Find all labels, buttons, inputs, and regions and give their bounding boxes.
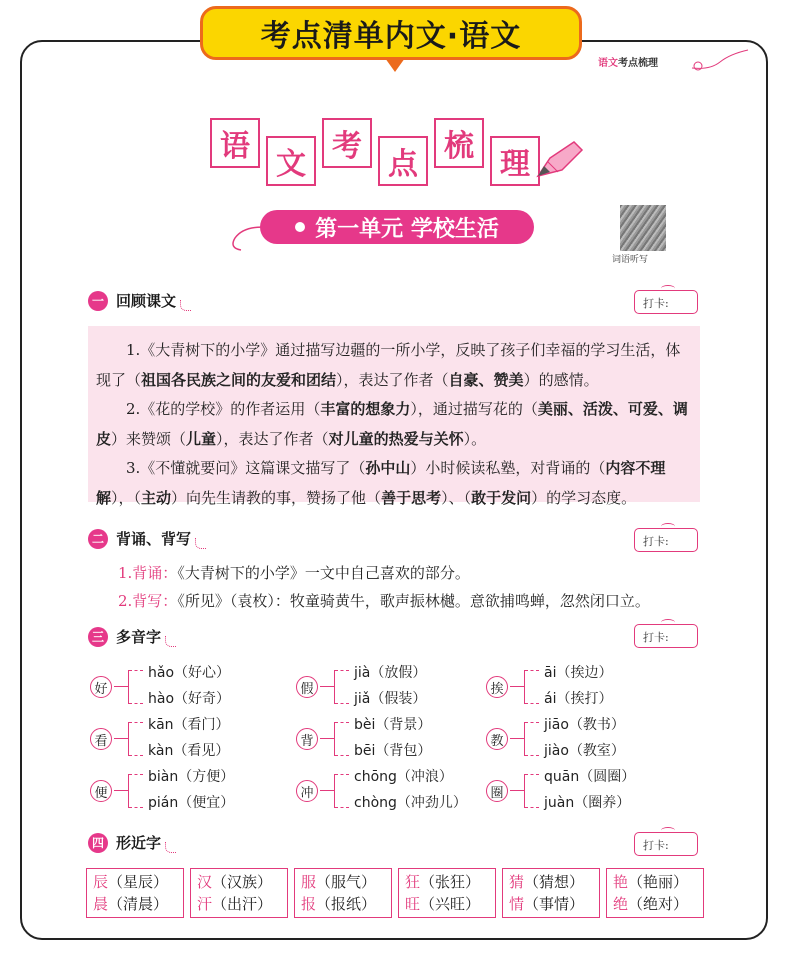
title-char: 点 bbox=[378, 136, 428, 186]
polyphone-reading: pián（便宜） bbox=[148, 795, 235, 811]
section-header-similar bbox=[88, 832, 176, 853]
section-number: 三 bbox=[88, 627, 108, 647]
polyphone-char: 好 bbox=[90, 676, 112, 698]
checkin-box[interactable]: 打卡: bbox=[634, 290, 698, 314]
corner-tag bbox=[598, 54, 658, 69]
polyphone-item bbox=[296, 766, 466, 820]
title-char: 梳 bbox=[434, 118, 484, 168]
qr-code-icon[interactable] bbox=[620, 205, 666, 251]
section-tail-icon bbox=[195, 538, 206, 549]
review-paragraph: 3.《不懂就要问》这篇课文描写了（孙中山）小时候读私塾，对背诵的（内容不理解），（主动）向先生请教的事，赞扬了他（善于思考）、（敢于发问）的学习态度。 bbox=[96, 459, 666, 507]
review-text-box bbox=[88, 326, 700, 507]
unit-title: 第一单元 学校生活 bbox=[315, 216, 499, 242]
polyphone-item bbox=[486, 714, 656, 768]
polyphone-reading: jià（放假） bbox=[354, 665, 427, 681]
corner-tag-rest: 考点梳理 bbox=[618, 58, 658, 69]
title-char: 考 bbox=[322, 118, 372, 168]
polyphone-item bbox=[486, 766, 656, 820]
banner-arrow bbox=[385, 58, 405, 72]
polyphone-reading: āi（挨边） bbox=[544, 665, 613, 681]
page-banner: 考点清单内文·语文 bbox=[200, 6, 582, 60]
title-char: 语 bbox=[210, 118, 260, 168]
polyphone-char: 便 bbox=[90, 780, 112, 802]
polyphone-char: 背 bbox=[296, 728, 318, 750]
polyphone-reading: kàn（看见） bbox=[148, 743, 230, 759]
polyphone-reading: kān（看门） bbox=[148, 717, 230, 733]
corner-tag-highlight: 语文 bbox=[598, 58, 618, 69]
section-header-polyphones bbox=[88, 626, 176, 647]
polyphone-char: 圈 bbox=[486, 780, 508, 802]
corner-swirl-icon bbox=[690, 48, 750, 72]
similar-char-cell: 狂（张狂） 旺（兴旺） bbox=[398, 868, 496, 918]
polyphone-reading: bēi（背包） bbox=[354, 743, 432, 759]
similar-char-cell: 辰（星辰） 晨（清晨） bbox=[86, 868, 184, 918]
unit-dot-icon bbox=[295, 222, 305, 232]
recite-item bbox=[118, 562, 470, 583]
polyphone-reading: jiào（教室） bbox=[544, 743, 625, 759]
section-tail-icon bbox=[165, 636, 176, 647]
section-number: 二 bbox=[88, 529, 108, 549]
title-char: 文 bbox=[266, 136, 316, 186]
polyphone-char: 看 bbox=[90, 728, 112, 750]
polyphone-reading: ái（挨打） bbox=[544, 691, 613, 707]
polyphone-char: 挨 bbox=[486, 676, 508, 698]
qr-label: 词语听写 bbox=[612, 255, 649, 265]
polyphone-char: 假 bbox=[296, 676, 318, 698]
polyphone-reading: chòng（冲劲儿） bbox=[354, 795, 467, 811]
pencil-icon bbox=[528, 136, 588, 182]
recite-label: 2.背写： bbox=[118, 592, 178, 610]
section-number: 一 bbox=[88, 291, 108, 311]
unit-title-bar bbox=[260, 210, 534, 244]
polyphone-reading: biàn（方便） bbox=[148, 769, 235, 785]
polyphone-reading: jiāo（教书） bbox=[544, 717, 625, 733]
polyphone-char: 冲 bbox=[296, 780, 318, 802]
similar-char-cell: 汉（汉族） 汗（出汗） bbox=[190, 868, 288, 918]
polyphone-item bbox=[90, 714, 260, 768]
checkin-box[interactable]: 打卡: bbox=[634, 624, 698, 648]
title-char: 理 bbox=[490, 136, 540, 186]
similar-char-cell: 猜（猜想） 情（事情） bbox=[502, 868, 600, 918]
recite-text: 《大青树下的小学》一文中自己喜欢的部分。 bbox=[177, 564, 470, 582]
recite-text: 《所见》（袁枚）：牧童骑黄牛，歌声振林樾。意欲捕鸣蝉，忽然闭口立。 bbox=[177, 592, 650, 610]
section-number: 四 bbox=[88, 833, 108, 853]
recite-label: 1.背诵： bbox=[118, 564, 178, 582]
review-paragraph: 1.《大青树下的小学》通过描写边疆的一所小学，反映了孩子们幸福的学习生活，体现了（祖国各民族之间的友爱和团结），表达了作者（自豪、赞美）的感情。 bbox=[96, 341, 681, 389]
section-header-review bbox=[88, 290, 191, 311]
polyphone-reading: hǎo（好心） bbox=[148, 665, 231, 681]
section-title: 形近字 bbox=[116, 834, 162, 852]
polyphone-item bbox=[486, 662, 656, 716]
polyphone-char: 教 bbox=[486, 728, 508, 750]
recite-item bbox=[118, 590, 650, 611]
section-title: 回顾课文 bbox=[116, 292, 177, 310]
checkin-box[interactable]: 打卡: bbox=[634, 832, 698, 856]
page-title bbox=[210, 122, 540, 186]
similar-char-grid bbox=[86, 868, 704, 918]
section-title: 多音字 bbox=[116, 628, 162, 646]
polyphone-item bbox=[296, 662, 466, 716]
checkin-box[interactable]: 打卡: bbox=[634, 528, 698, 552]
similar-char-cell: 艳（艳丽） 绝（绝对） bbox=[606, 868, 704, 918]
polyphone-reading: hào（好奇） bbox=[148, 691, 231, 707]
polyphone-reading: juàn（圈养） bbox=[544, 795, 631, 811]
polyphone-reading: quān（圆圈） bbox=[544, 769, 636, 785]
section-title: 背诵、背写 bbox=[116, 530, 192, 548]
review-paragraph: 2.《花的学校》的作者运用（丰富的想象力），通过描写花的（美丽、活泼、可爱、调皮）来赞颂（儿童），表达了作者（对儿童的热爱与关怀）。 bbox=[96, 400, 688, 448]
polyphone-reading: jiǎ（假装） bbox=[354, 691, 427, 707]
section-tail-icon bbox=[180, 300, 191, 311]
polyphone-item bbox=[296, 714, 466, 768]
polyphone-reading: chōng（冲浪） bbox=[354, 769, 453, 785]
section-header-recite bbox=[88, 528, 206, 549]
polyphone-reading: bèi（背景） bbox=[354, 717, 432, 733]
similar-char-cell: 服（服气） 报（报纸） bbox=[294, 868, 392, 918]
polyphone-item bbox=[90, 662, 260, 716]
polyphone-item bbox=[90, 766, 260, 820]
section-tail-icon bbox=[165, 842, 176, 853]
